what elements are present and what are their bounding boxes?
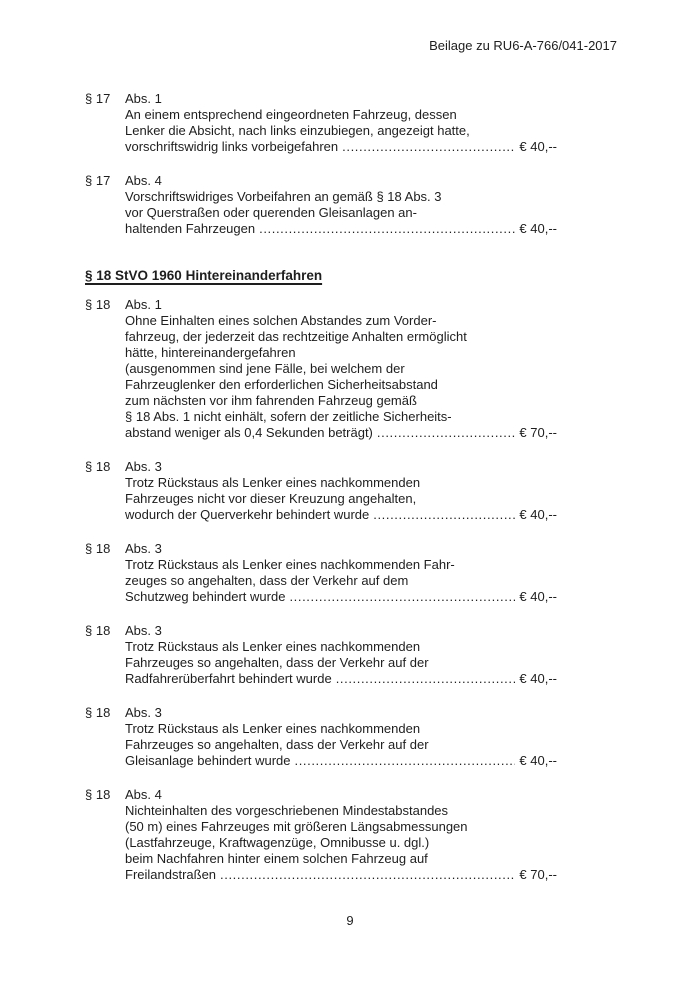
entry-text-line: Lenker die Absicht, nach links einzubiegen, angezeigt hatte,	[125, 123, 470, 138]
entry-body	[125, 297, 557, 441]
dot-leader	[342, 139, 515, 155]
absatz-label: Abs. 4	[125, 787, 162, 802]
absatz-label: Abs. 4	[125, 173, 162, 188]
fine-entry	[85, 787, 557, 883]
paragraph-ref: § 18	[85, 705, 111, 720]
paragraph-ref: § 17	[85, 91, 111, 106]
entry-text-line: Trotz Rückstaus als Lenker eines nachkommenden Fahr-	[125, 557, 455, 572]
fine-amount: € 70,--	[519, 867, 557, 882]
paragraph-ref: § 18	[85, 459, 111, 474]
fine-entry	[85, 297, 557, 441]
paragraph-ref: § 18	[85, 623, 111, 638]
fine-entry	[85, 173, 557, 237]
entry-text-line: zeuges so angehalten, dass der Verkehr auf dem	[125, 573, 409, 588]
entry-last-line	[125, 425, 557, 441]
entry-text-line: abstand weniger als 0,4 Sekunden beträgt)	[125, 425, 373, 440]
dot-leader	[259, 221, 515, 237]
entry-text-line: Trotz Rückstaus als Lenker eines nachkommenden	[125, 721, 421, 736]
entry-last-line	[125, 867, 557, 883]
entry-body	[125, 541, 557, 605]
entry-last-line	[125, 671, 557, 687]
fine-entry	[85, 623, 557, 687]
entry-text-line: An einem entsprechend eingeordneten Fahrzeug, dessen	[125, 107, 457, 122]
entry-text-line: fahrzeug, der jederzeit das rechtzeitige Anhalten ermöglicht	[125, 329, 467, 344]
section-heading: § 18 StVO 1960 Hintereinanderfahren	[85, 268, 323, 283]
entry-text-line: Fahrzeuges so angehalten, dass der Verkehr auf der	[125, 655, 429, 670]
entry-body	[125, 91, 557, 155]
entry-text-line: Fahrzeuges so angehalten, dass der Verkehr auf der	[125, 737, 429, 752]
fine-entry	[85, 705, 557, 769]
entry-text-line: Freilandstraßen	[125, 867, 217, 882]
entry-last-line	[125, 221, 557, 237]
fine-entry	[85, 91, 557, 155]
fine-amount: € 40,--	[519, 753, 557, 768]
entry-text-line: Trotz Rückstaus als Lenker eines nachkommenden	[125, 475, 421, 490]
entry-text-line: Gleisanlage behindert wurde	[125, 753, 291, 768]
entry-text-line: Trotz Rückstaus als Lenker eines nachkommenden	[125, 639, 421, 654]
fine-amount: € 40,--	[519, 589, 557, 604]
entry-text-line: (50 m) eines Fahrzeuges mit größeren Längsabmessungen	[125, 819, 468, 834]
entry-text-line: vorschriftswidrig links vorbeigefahren	[125, 139, 339, 154]
entry-last-line	[125, 753, 557, 769]
paragraph-ref: § 18	[85, 297, 111, 312]
fine-entry	[85, 541, 557, 605]
entry-text-line: vor Querstraßen oder querenden Gleisanlagen an-	[125, 205, 417, 220]
entry-text-line: (Lastfahrzeuge, Kraftwagenzüge, Omnibusse u. dgl.)	[125, 835, 430, 850]
fine-amount: € 70,--	[519, 425, 557, 440]
paragraph-ref: § 18	[85, 787, 111, 802]
dot-leader	[336, 671, 516, 687]
entry-last-line	[125, 507, 557, 523]
entry-text-line: wodurch der Querverkehr behindert wurde	[125, 507, 370, 522]
absatz-label: Abs. 3	[125, 459, 162, 474]
header-reference: Beilage zu RU6-A-766/041-2017	[429, 38, 617, 53]
entry-body	[125, 623, 557, 687]
absatz-label: Abs. 1	[125, 91, 162, 106]
dot-leader	[377, 425, 516, 441]
page-number: 9	[346, 913, 354, 928]
absatz-label: Abs. 3	[125, 623, 162, 638]
entry-body	[125, 173, 557, 237]
absatz-label: Abs. 1	[125, 297, 162, 312]
fine-entry	[85, 459, 557, 523]
entry-last-line	[125, 139, 557, 155]
entry-text-line: beim Nachfahren hinter einem solchen Fahrzeug auf	[125, 851, 428, 866]
entry-text-line: Radfahrerüberfahrt behindert wurde	[125, 671, 332, 686]
fine-amount: € 40,--	[519, 671, 557, 686]
absatz-label: Abs. 3	[125, 705, 162, 720]
dot-leader	[373, 507, 515, 523]
entry-body	[125, 705, 557, 769]
entry-body	[125, 787, 557, 883]
entry-text-line: Fahrzeuglenker den erforderlichen Sicherheitsabstand	[125, 377, 438, 392]
dot-leader	[220, 867, 515, 883]
entry-text-line: haltenden Fahrzeugen	[125, 221, 256, 236]
document-body	[85, 91, 557, 901]
absatz-label: Abs. 3	[125, 541, 162, 556]
entry-text-line: Fahrzeuges nicht vor dieser Kreuzung angehalten,	[125, 491, 417, 506]
page-footer	[0, 913, 700, 929]
page-header	[429, 38, 617, 54]
fine-amount: € 40,--	[519, 507, 557, 522]
entry-text-line: § 18 Abs. 1 nicht einhält, sofern der zeitliche Sicherheits-	[125, 409, 452, 424]
entry-last-line	[125, 589, 557, 605]
dot-leader	[295, 753, 516, 769]
entry-text-line: hätte, hintereinandergefahren	[125, 345, 296, 360]
fine-amount: € 40,--	[519, 221, 557, 236]
entry-text-line: Schutzweg behindert wurde	[125, 589, 286, 604]
fine-amount: € 40,--	[519, 139, 557, 154]
entry-text-line: (ausgenommen sind jene Fälle, bei welchem der	[125, 361, 405, 376]
entry-text-line: Vorschriftswidriges Vorbeifahren an gemäß § 18 Abs. 3	[125, 189, 442, 204]
dot-leader	[289, 589, 515, 605]
paragraph-ref: § 17	[85, 173, 111, 188]
entry-text-line: Ohne Einhalten eines solchen Abstandes zum Vorder-	[125, 313, 437, 328]
paragraph-ref: § 18	[85, 541, 111, 556]
entry-text-line: Nichteinhalten des vorgeschriebenen Mindestabstandes	[125, 803, 449, 818]
entry-body	[125, 459, 557, 523]
entry-text-line: zum nächsten vor ihm fahrenden Fahrzeug gemäß	[125, 393, 417, 408]
